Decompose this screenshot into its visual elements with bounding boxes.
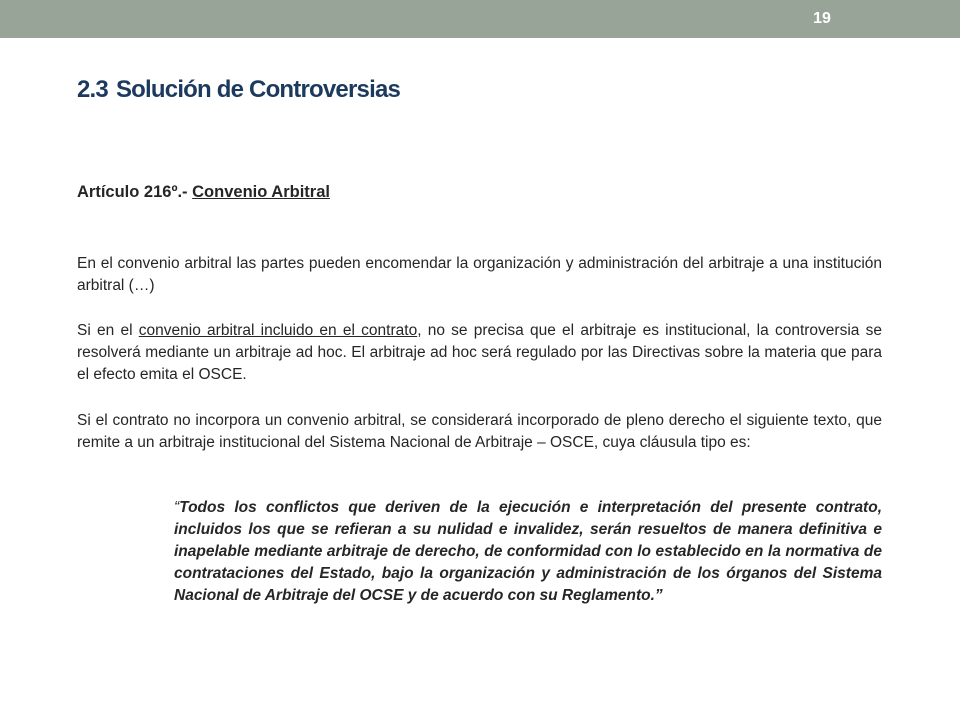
paragraph-2: [77, 320, 882, 386]
clause-quote: [174, 497, 882, 607]
section-title: Solución de Controversias: [115, 76, 401, 103]
paragraph-3: Si el contrato no incorpora un convenio arbitral, se considerará incorporado de pleno derecho el siguiente texto, que remite a un arbitraje institucional del Sistema Nacional de Arbitraje – OSCE, cuya cláusula tipo es:: [77, 412, 882, 451]
paragraph-2-end: , no se precisa que el arbitraje es institucional, la controversia se resolverá mediante un arbitraje ad hoc. El arbitraje ad hoc será regulado por las Directivas sobre la materia que para el efecto emita el OSCE.: [77, 322, 882, 383]
section-number: 2.3: [77, 76, 108, 103]
page-number: 19: [813, 10, 831, 27]
paragraph-2-start: Si en el: [77, 322, 139, 339]
slide-title: [77, 76, 400, 104]
article-heading: [77, 183, 330, 202]
paragraph-2-underlined: convenio arbitral incluido en el contrato: [138, 322, 418, 339]
article-label: Artículo 216º.-: [77, 183, 193, 201]
quote-open-mark: “: [174, 499, 180, 516]
quote-text: Todos los conflictos que deriven de la ejecución e interpretación del presente contrato, incluidos los que se refieran a su nulidad e invalidez, serán resueltos de manera definitiva e inapelable mediante arbitraje de derecho, de conformidad con lo establecido en la normativa de contrataciones del Estado, bajo la organización y administración de los órganos del Sistema Nacional de Arbitraje del OCSE y de acuerdo con su Reglamento.”: [174, 499, 882, 604]
paragraph-1: En el convenio arbitral las partes pueden encomendar la organización y administración del arbitraje a una institución arbitral (…): [77, 255, 882, 294]
article-name: Convenio Arbitral: [192, 183, 330, 201]
